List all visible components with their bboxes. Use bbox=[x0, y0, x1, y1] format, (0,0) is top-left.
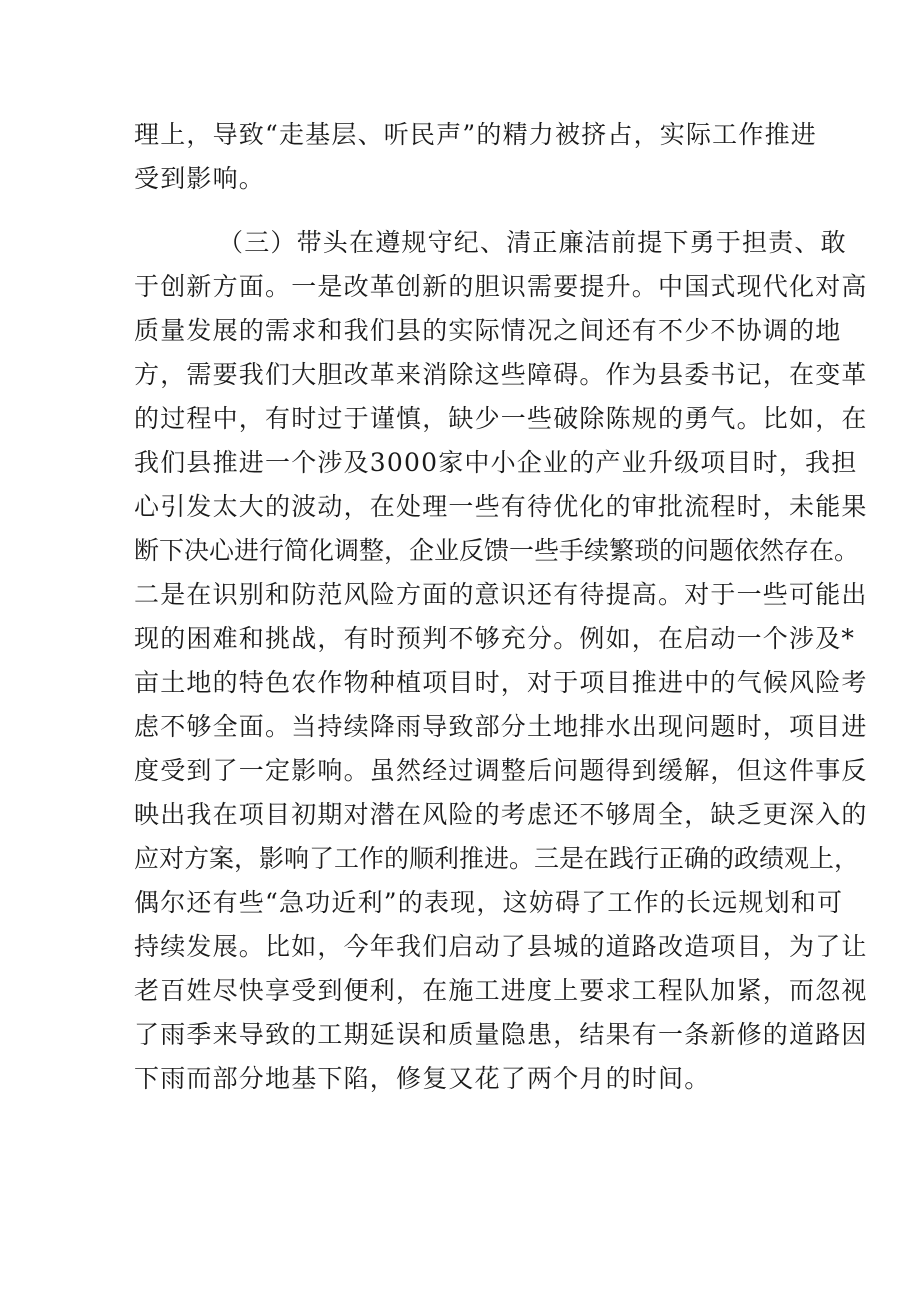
text-line: 我们县推进一个涉及3000家中小企业的产业升级项目时，我担 bbox=[134, 448, 858, 477]
text-line: 持续发展。比如，今年我们启动了县城的道路改造项目，为了让 bbox=[134, 932, 868, 961]
text-line: 了雨季来导致的工期延误和质量隐患，结果有一条新修的道路因 bbox=[134, 1020, 868, 1049]
text-line: 老百姓尽快享受到便利，在施工进度上要求工程队加紧，而忽视 bbox=[134, 976, 868, 1005]
text-line: 质量发展的需求和我们县的实际情况之间还有不少不协调的地 bbox=[134, 316, 842, 345]
text-line: 映出我在项目初期对潜在风险的考虑还不够周全，缺乏更深入的 bbox=[134, 800, 868, 829]
text-line: 现的困难和挑战，有时预判不够充分。例如，在启动一个涉及* bbox=[134, 624, 856, 653]
text-line: 虑不够全面。当持续降雨导致部分土地排水出现问题时，项目进 bbox=[134, 712, 868, 741]
text-line: 于创新方面。一是改革创新的胆识需要提升。中国式现代化对高 bbox=[134, 272, 868, 301]
text-line: 断下决心进行简化调整，企业反馈一些手续繁琐的问题依然存在。 bbox=[134, 536, 860, 565]
text-line: 度受到了一定影响。虽然经过调整后问题得到缓解，但这件事反 bbox=[134, 756, 868, 785]
section-heading-line: （三）带头在遵规守纪、清正廉洁前提下勇于担责、敢 bbox=[218, 228, 847, 257]
text-line: 亩土地的特色农作物种植项目时，对于项目推进中的气候风险考 bbox=[134, 668, 868, 697]
text-line: 方，需要我们大胆改革来消除这些障碍。作为县委书记，在变革 bbox=[134, 360, 868, 389]
text-line: 受到影响。 bbox=[134, 164, 266, 193]
text-line: 理上，导致“走基层、听民声”的精力被挤占，实际工作推进 bbox=[134, 120, 817, 149]
text-line: 下雨而部分地基下陷，修复又花了两个月的时间。 bbox=[134, 1064, 711, 1093]
text-line: 应对方案，影响了工作的顺利推进。三是在践行正确的政绩观上， bbox=[134, 844, 860, 873]
text-line: 的过程中，有时过于谨慎，缺少一些破除陈规的勇气。比如，在 bbox=[134, 404, 868, 433]
text-line: 二是在识别和防范风险方面的意识还有待提高。对于一些可能出 bbox=[134, 580, 868, 609]
text-line: 心引发太大的波动，在处理一些有待优化的审批流程时，未能果 bbox=[134, 492, 868, 521]
text-line: 偶尔还有些“急功近利”的表现，这妨碍了工作的长远规划和可 bbox=[134, 888, 844, 917]
